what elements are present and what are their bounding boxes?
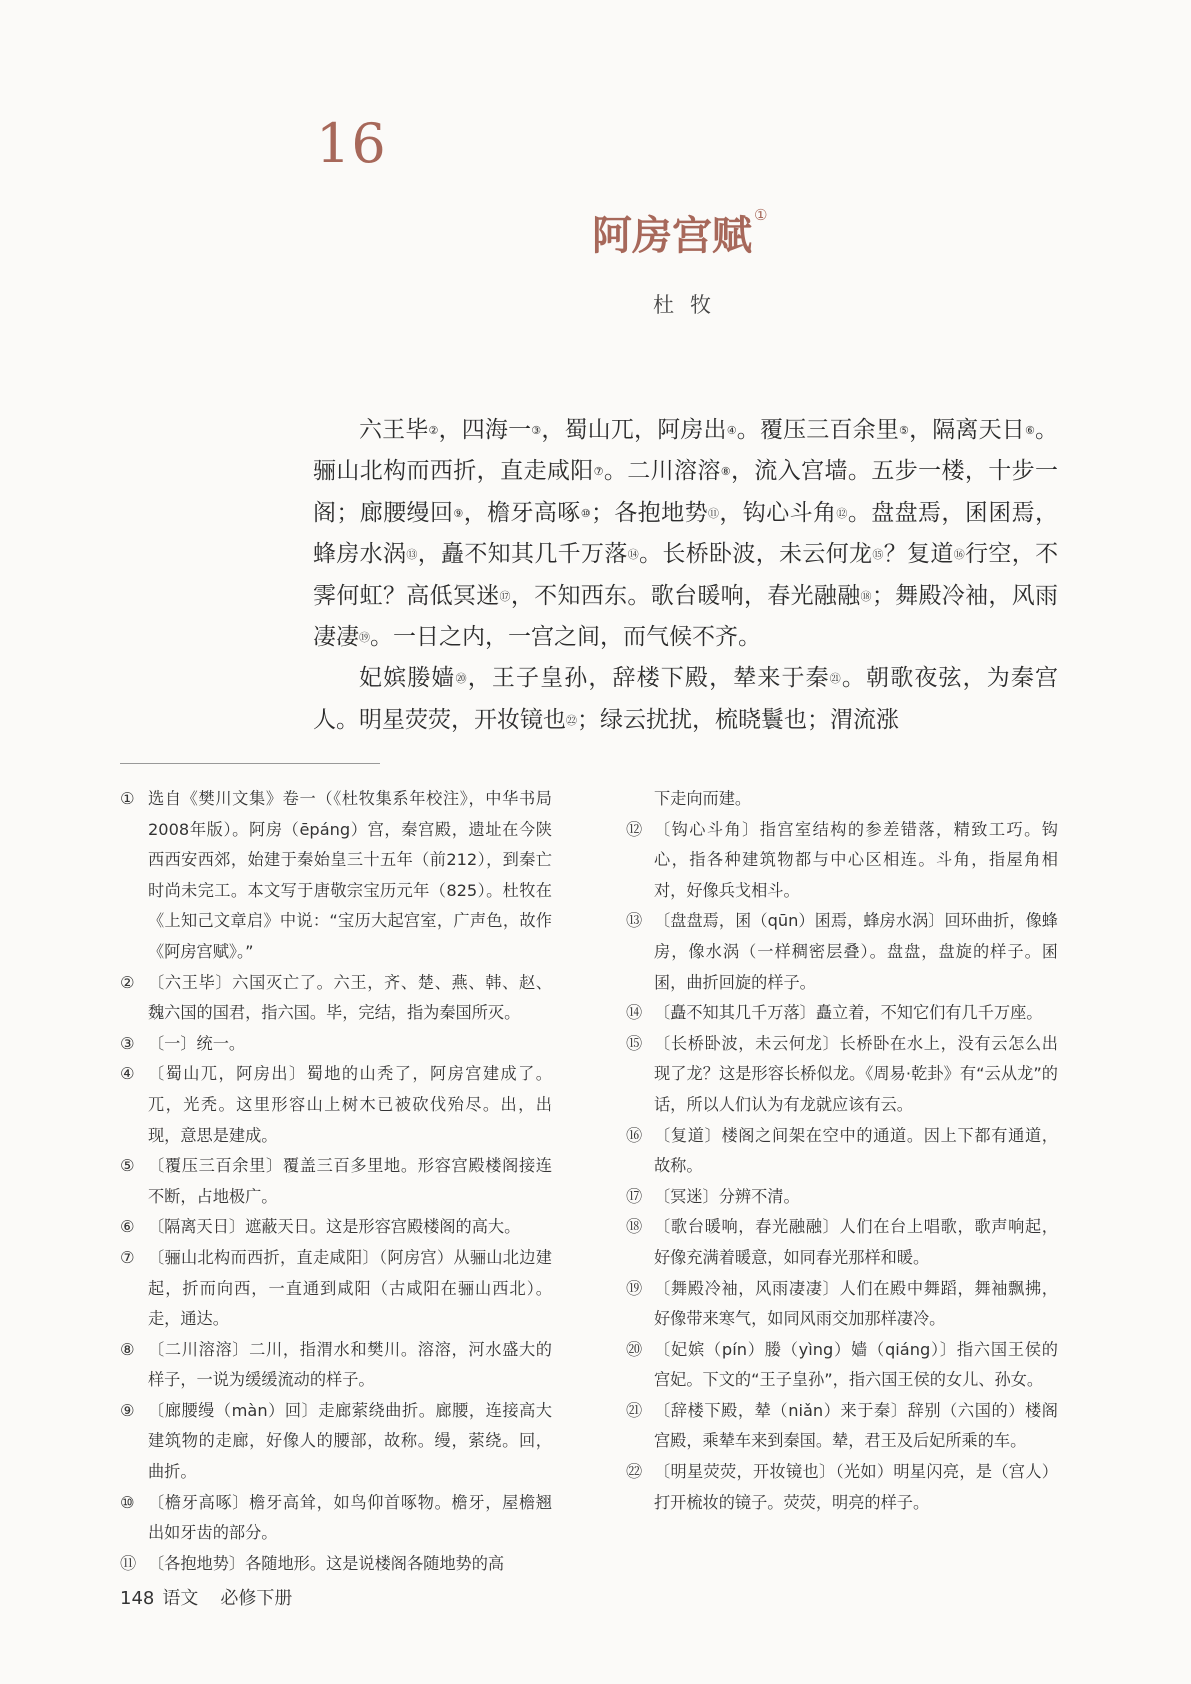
footnote-text: 〔盘盘焉，囷（qūn）囷焉，蜂房水涡〕回环曲折，像蜂房，像水涡（一样稠密层叠）。盘盘，盘旋的样子。囷囷，曲折回旋的样子。 xyxy=(654,911,1058,992)
footnotes-left-column xyxy=(120,784,552,1579)
footnote-ref: ㉑ xyxy=(829,672,842,686)
footnote-mark: ③ xyxy=(120,1033,135,1053)
footnote-mark: ① xyxy=(120,789,135,808)
footnote-ref: ⑱ xyxy=(860,589,872,603)
footnote-item xyxy=(120,1396,552,1488)
body-text-run: ，四海一 xyxy=(438,417,532,443)
footnote-item xyxy=(120,968,552,1029)
footnote-item xyxy=(626,815,1058,907)
footnote-item xyxy=(120,1059,552,1151)
body-text-run: ，蜀山兀，阿房出 xyxy=(541,417,727,443)
body-text-run: ，钩心斗角 xyxy=(719,499,837,526)
footnote-mark: ⑮ xyxy=(626,1033,643,1053)
footnote-text: 〔一〕统一。 xyxy=(148,1033,246,1053)
page-footer xyxy=(120,1584,292,1610)
footnote-item xyxy=(120,1029,552,1060)
footnote-text: 〔矗不知其几千万落〕矗立着，不知它们有几千万座。 xyxy=(654,1003,1043,1023)
footnote-ref: ⑭ xyxy=(627,548,640,562)
footnote-ref: ⑮ xyxy=(872,548,884,562)
footnote-text: 〔檐牙高啄〕檐牙高耸，如鸟仰首啄物。檐牙，屋檐翘出如牙齿的部分。 xyxy=(148,1492,552,1543)
footnote-item xyxy=(626,1396,1058,1457)
footnote-text: 〔歌台暖响，春光融融〕人们在台上唱歌，歌声响起，好像充满着暖意，如同春光那样和暖。 xyxy=(654,1217,1058,1267)
footnote-text: 〔六王毕〕六国灭亡了。六王，齐、楚、燕、韩、赵、魏六国的国君，指六国。毕，完结，指为秦国所灭。 xyxy=(148,972,552,1023)
footnote-mark: ⑭ xyxy=(626,1003,643,1023)
book-name: 语文 xyxy=(162,1588,199,1609)
body-text-run: 。一日之内，一宫之间，而气候不齐。 xyxy=(370,624,761,651)
footnote-item xyxy=(626,1121,1058,1182)
footnote-text: 〔骊山北构而西折，直走咸阳〕（阿房宫）从骊山北边建起，折而向西，一直通到咸阳（古咸阳在骊山西北）。走，通达。 xyxy=(148,1247,552,1329)
footnote-item xyxy=(120,784,552,968)
footnote-item xyxy=(626,1182,1058,1213)
body-text-run: 妃嫔媵嫱 xyxy=(359,665,456,692)
body-text-run: ；绿云扰扰，梳晓鬟也；渭流涨 xyxy=(577,706,899,733)
page-number: 148 xyxy=(120,1588,155,1609)
footnote-item xyxy=(626,1335,1058,1396)
footnote-text: 下走向而建。 xyxy=(654,789,752,808)
page-title xyxy=(592,204,767,261)
footnote-text: 〔辞楼下殿，辇（niǎn）来于秦〕辞别（六国的）楼阁宫殿，乘辇车来到秦国。辇，君王及后妃所乘的车。 xyxy=(654,1400,1058,1451)
footnote-item xyxy=(120,1243,552,1335)
footnote-text: 〔二川溶溶〕二川，指渭水和樊川。溶溶，河水盛大的样子，一说为缓缓流动的样子。 xyxy=(148,1339,552,1390)
body-text-run: ，不知西东。歌台暖响，春光融融 xyxy=(510,582,861,609)
footnote-mark: ⑦ xyxy=(120,1247,135,1267)
footnote-mark: ⑪ xyxy=(120,1553,137,1573)
body-text-run: 。盘盘焉，囷囷焉，蜂房水涡 xyxy=(313,499,1059,568)
footnote-item xyxy=(120,1212,552,1243)
footnote-ref: ② xyxy=(428,424,439,437)
footnote-mark: ⑱ xyxy=(626,1217,643,1237)
footnote-ref: ③ xyxy=(531,424,542,437)
footnote-text: 〔明星荧荧，开妆镜也〕（光如）明星闪亮，是（宫人）打开梳妆的镜子。荧荧，明亮的样子。 xyxy=(654,1462,1058,1512)
footnote-ref: ⑩ xyxy=(580,506,591,520)
footnote-ref: ㉒ xyxy=(566,713,577,727)
footnote-item xyxy=(120,1488,552,1549)
footnote-ref: ⑰ xyxy=(499,589,511,603)
body-text-run: ，王子皇孙，辞楼下殿，辇来于秦 xyxy=(467,665,830,692)
footnote-mark: ⑧ xyxy=(120,1339,135,1359)
footnote-item xyxy=(626,1029,1058,1121)
body-text-run: 。二川溶溶 xyxy=(603,458,721,485)
footnote-mark: ② xyxy=(120,972,135,992)
footnote-text: 〔钩心斗角〕指宫室结构的参差错落，精致工巧。钩心，指各种建筑物都与中心区相连。斗角，指屋角相对，好像兵戈相斗。 xyxy=(654,819,1058,900)
footnote-mark: ㉑ xyxy=(626,1400,643,1420)
footnote-text: 〔覆压三百余里〕覆盖三百多里地。形容宫殿楼阁接连不断，占地极广。 xyxy=(148,1156,552,1206)
footnote-ref: ⑧ xyxy=(720,465,732,479)
footnote-mark: ⑲ xyxy=(626,1278,643,1298)
footnote-ref: ⑲ xyxy=(359,631,370,645)
body-text-run: 六王毕 xyxy=(359,417,429,443)
body-text-run: 。覆压三百余里 xyxy=(736,417,900,443)
paragraph-2 xyxy=(313,658,1058,741)
footnote-ref: ⑬ xyxy=(406,548,418,562)
body-text-run: 。骊山北构而西折，直走咸阳 xyxy=(313,417,1058,485)
footnote-ref: ④ xyxy=(726,424,737,437)
body-text-run: 行空，不霁何虹？高低冥迷 xyxy=(313,541,1059,609)
footnote-text: 〔妃嫔（pín）媵（yìng）嫱（qiáng）〕指六国王侯的宫妃。下文的“王子皇孙”，指六国王侯的女儿、孙女。 xyxy=(654,1339,1058,1390)
footnote-text: 〔冥迷〕分辨不清。 xyxy=(654,1186,800,1206)
footnote-text: 〔长桥卧波，未云何龙〕长桥卧在水上，没有云怎么出现了龙？这是形容长桥似龙。《周易·乾卦》有“云从龙”的话，所以人们认为有龙就应该有云。 xyxy=(654,1033,1058,1114)
footnote-ref: ⑪ xyxy=(707,506,720,520)
footnote-item xyxy=(626,998,1058,1029)
body-text-run: ，檐牙高啄 xyxy=(463,499,581,526)
footnote-ref: ⑳ xyxy=(455,672,468,686)
footnote-mark: ⑥ xyxy=(120,1217,135,1237)
body-text-run: 。朝歌夜弦，为秦宫人。明星荧荧，开妆镜也 xyxy=(313,665,1059,733)
footnote-text: 〔舞殿冷袖，风雨凄凄〕人们在殿中舞蹈，舞袖飘拂，好像带来寒气，如同风雨交加那样凄冷。 xyxy=(654,1278,1058,1329)
footnote-item xyxy=(626,1212,1058,1273)
title-footnote-mark: ① xyxy=(754,206,768,224)
footnote-item xyxy=(120,1151,552,1212)
footnote-item xyxy=(120,1549,552,1580)
body-text-run: ，隔离天日 xyxy=(909,417,1025,443)
footnote-text: 〔复道〕楼阁之间架在空中的通道。因上下都有通道，故称。 xyxy=(654,1125,1058,1176)
footnote-text: 〔蜀山兀，阿房出〕蜀地的山秃了，阿房宫建成了。兀，光秃。这里形容山上树木已被砍伐殆尽。出，出现，意思是建成。 xyxy=(148,1064,552,1145)
footnote-mark: ⑬ xyxy=(626,911,643,931)
title-text: 阿房宫赋 xyxy=(592,213,752,259)
footnote-text: 〔廊腰缦（màn）回〕走廊萦绕曲折。廊腰，连接高大建筑物的走廊，好像人的腰部，故称。缦，萦绕。回，曲折。 xyxy=(148,1400,552,1482)
footnote-mark: ⑰ xyxy=(626,1186,643,1206)
footnote-item xyxy=(120,1335,552,1396)
footnote-mark: ⑤ xyxy=(120,1156,135,1176)
footnote-item xyxy=(626,1457,1058,1518)
footnote-item xyxy=(626,906,1058,998)
footnote-text: 选自《樊川文集》卷一（《杜牧集系年校注》，中华书局2008年版）。阿房（ēpáng）宫，秦宫殿，遗址在今陕西西安西郊，始建于秦始皇三十五年（前212），到秦亡时尚未完工。本文写于唐敬宗宝历元年（825）。杜牧在《上知己文章启》中说：“宝历大起宫室，广声色，故作《阿房宫赋》。” xyxy=(148,789,552,961)
footnote-text: 〔隔离天日〕遮蔽天日。这是形容宫殿楼阁的高大。 xyxy=(148,1217,521,1237)
footnote-mark: ㉒ xyxy=(626,1462,643,1482)
footnote-mark: ⑨ xyxy=(120,1400,135,1420)
footnote-mark: ⑳ xyxy=(626,1339,643,1359)
body-text-run: ？复道 xyxy=(883,541,954,568)
footnote-ref: ⑦ xyxy=(593,465,604,479)
footnote-text: 〔各抱地势〕各随地形。这是说楼阁各随地势的高 xyxy=(148,1553,505,1573)
footnote-mark: ⑯ xyxy=(626,1125,643,1145)
footnote-item xyxy=(626,1274,1058,1335)
footnote-mark: ⑫ xyxy=(626,819,643,839)
footnote-ref: ⑫ xyxy=(836,506,848,520)
footnote-divider xyxy=(120,763,380,764)
footnote-mark: ④ xyxy=(120,1064,135,1084)
footnote-ref: ⑤ xyxy=(899,424,910,437)
footnote-ref: ⑥ xyxy=(1024,424,1035,437)
paragraph-1 xyxy=(313,410,1058,658)
body-text-run: ，流入宫墙。五步一楼，十步一阁；廊腰缦回 xyxy=(313,458,1058,526)
author: 杜牧 xyxy=(653,293,727,317)
footnote-mark: ⑩ xyxy=(120,1492,135,1512)
lesson-number: 16 xyxy=(316,112,387,175)
footnote-ref: ⑯ xyxy=(953,548,966,562)
body-text-run: 。长桥卧波，未云何龙 xyxy=(639,541,873,568)
body-text xyxy=(313,410,1058,741)
volume-name: 必修下册 xyxy=(220,1588,293,1609)
footnote-item xyxy=(626,784,1058,815)
body-text-run: ；各抱地势 xyxy=(590,499,708,526)
body-text-run: ；舞殿冷袖，风雨凄凄 xyxy=(313,582,1058,651)
footnote-ref: ⑨ xyxy=(453,506,464,520)
footnotes-right-column xyxy=(626,784,1058,1518)
body-text-run: ，矗不知其几千万落 xyxy=(417,541,628,568)
